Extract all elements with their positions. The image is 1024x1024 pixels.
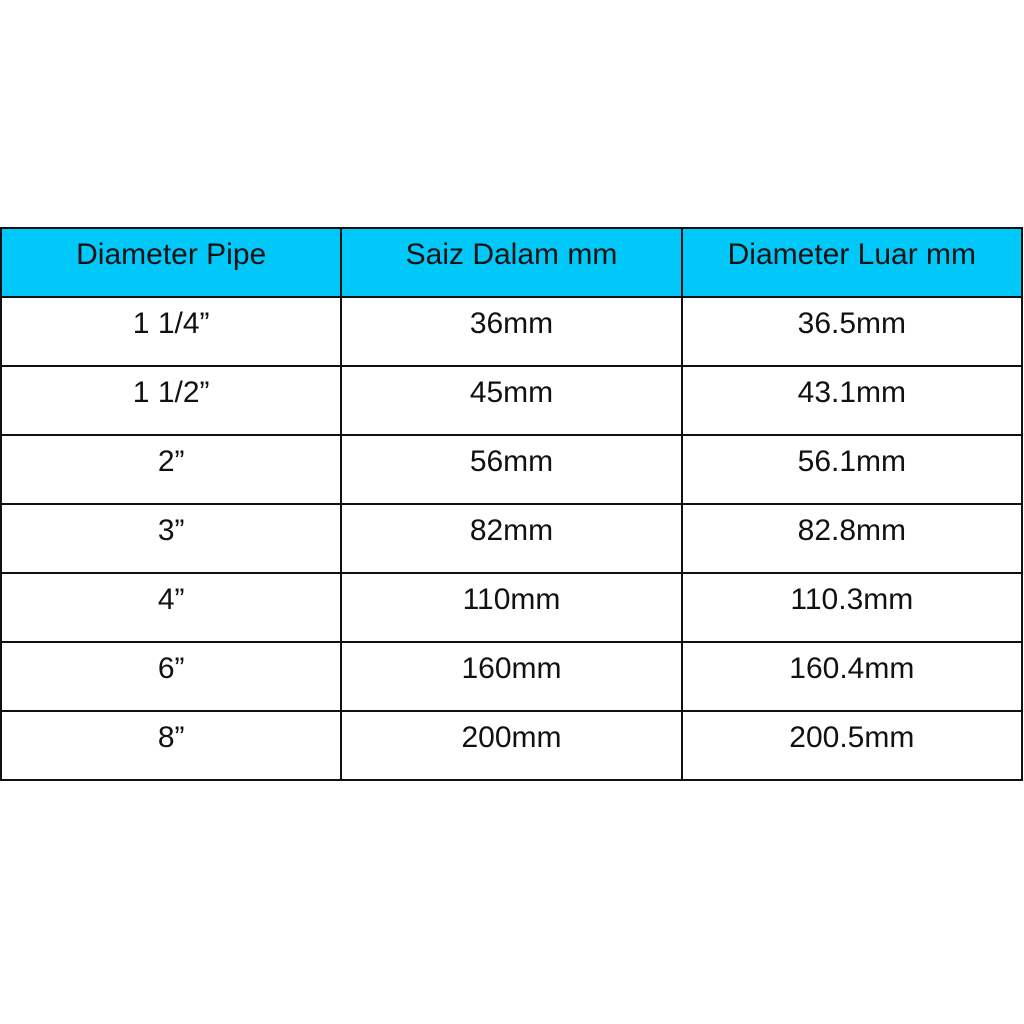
table-row — [1, 366, 1022, 435]
cell-saiz-dalam: 45mm — [469, 376, 554, 409]
cell-diameter-luar: 43.1mm — [797, 376, 907, 409]
cell-saiz-dalam: 82mm — [469, 514, 554, 547]
cell-saiz-dalam: 160mm — [461, 652, 562, 685]
cell-diameter-luar: 82.8mm — [797, 514, 907, 547]
table-cell — [341, 573, 681, 642]
cell-saiz-dalam: 36mm — [469, 307, 554, 340]
table-row — [1, 504, 1022, 573]
table-cell — [1, 711, 341, 780]
table-cell — [682, 504, 1022, 573]
header-row — [1, 228, 1022, 297]
header-diameter-pipe: Diameter Pipe — [76, 238, 267, 271]
header-diameter-luar: Diameter Luar mm — [727, 238, 977, 271]
table-cell — [682, 711, 1022, 780]
table-cell — [682, 366, 1022, 435]
table-cell — [1, 366, 341, 435]
cell-diameter-pipe: 1 1/2” — [132, 376, 210, 409]
header-saiz-dalam: Saiz Dalam mm — [405, 238, 618, 271]
cell-diameter-pipe: 3” — [157, 514, 185, 547]
table-cell — [682, 642, 1022, 711]
cell-diameter-pipe: 4” — [157, 583, 185, 616]
table-row — [1, 711, 1022, 780]
table-cell — [682, 573, 1022, 642]
table-cell — [1, 573, 341, 642]
table-cell — [341, 642, 681, 711]
cell-diameter-pipe: 8” — [157, 721, 185, 754]
table-row — [1, 642, 1022, 711]
table-row — [1, 435, 1022, 504]
table-cell — [1, 504, 341, 573]
table-cell — [341, 711, 681, 780]
cell-saiz-dalam: 110mm — [462, 583, 561, 616]
table-cell — [341, 366, 681, 435]
cell-diameter-luar: 200.5mm — [789, 721, 915, 754]
cell-diameter-luar: 160.4mm — [789, 652, 915, 685]
cell-diameter-luar: 56.1mm — [797, 445, 907, 478]
table-cell — [341, 435, 681, 504]
table-cell — [341, 297, 681, 366]
table-cell — [341, 504, 681, 573]
table-cell — [1, 435, 341, 504]
table-row — [1, 297, 1022, 366]
header-cell — [1, 228, 341, 297]
cell-diameter-pipe: 1 1/4” — [132, 307, 210, 340]
cell-saiz-dalam: 56mm — [469, 445, 554, 478]
header-cell — [341, 228, 681, 297]
cell-diameter-luar: 36.5mm — [797, 307, 907, 340]
header-cell — [682, 228, 1022, 297]
table-row — [1, 573, 1022, 642]
cell-saiz-dalam: 200mm — [461, 721, 562, 754]
cell-diameter-pipe: 6” — [157, 652, 185, 685]
cell-diameter-luar: 110.3mm — [790, 583, 914, 616]
table-cell — [1, 642, 341, 711]
table-cell — [682, 297, 1022, 366]
cell-diameter-pipe: 2” — [157, 445, 185, 478]
pipe-size-table — [0, 227, 1023, 781]
table-cell — [1, 297, 341, 366]
table-cell — [682, 435, 1022, 504]
